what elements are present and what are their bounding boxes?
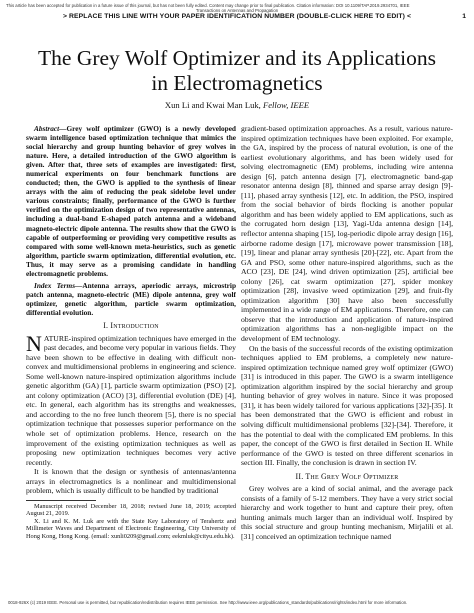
abstract <box>26 124 236 278</box>
title-line-2: in Electromagnetics <box>151 71 323 95</box>
intro-paragraph-continued: gradient-based optimization approaches. As a result, various nature-inspired optimization techniques have been exploited. For example, the GA, inspired by the process of natural evolution, is one of the earliest evolutionary algorithms, and has been widely used for solving electromagnetic (EM) problems, including wire antenna design [6], patch antenna design [7], electromagnetic band-gap resonator antenna design [8], thinned and sparse array design [9]-[11], phased array synthesis [12], etc. In addition, the PSO, inspired from the social behavior of birds flocking is another popular algorithm and has been widely applied to EM applications, such as the corrugated horn design [13], Yagi-Uda antenna design [14], reflector antenna shaping [15], log-periodic dipole array design [16], airborne radome design [17], microwave power transmission [18], [19], linear and planar array synthesis [20]-[22], etc. Apart from the GA and PSO, some other nature-inspired algorithms, such as the ACO [23], DE [24], wind driven optimization [25], artificial bee colony [26], cat swarm optimization [27], spider monkey optimization [28], invasive weed optimization [29], and fruit-fly optimization algorithm [30] have also been successfully implemented in a wide range of EM applications. Therefore, one can observe that the introduction and application of nature-inspired optimization algorithms has a non-negligible impact on the development of EM technology. <box>241 124 453 344</box>
abstract-label: Abstract <box>34 124 60 133</box>
gwo-paragraph-1: Grey wolves are a kind of social animal, and the average pack consists of a family of 5-12 members. They have a very strict social hierarchy and work together to hunt and capture their prey, often hunting animals much larger than an individual wolf. Inspired by this social structure and group hunting mechanism, Mirjalili et al. [31] conceived an optimization technique named <box>241 484 453 541</box>
author-names: Xun Li and Kwai Man Luk, <box>164 100 261 110</box>
paper-title <box>0 46 474 96</box>
right-column <box>241 124 453 542</box>
copyright-footer: 0018-926X (c) 2019 IEEE. Personal use is permitted, but republication/redistribution requires IEEE permission. See http://www.ieee.org/publications_standards/publications/rights/index.html for more information. <box>8 600 408 605</box>
index-terms-label: Index Terms <box>34 280 76 290</box>
intro-paragraph-1 <box>26 330 236 468</box>
banner-line-2: Transactions on Antennas and Propagation <box>195 8 279 14</box>
section-heading-introduction: I. Introduction <box>103 320 159 330</box>
intro-paragraph-3: On the basis of the successful records of the existing optimization techniques applied to EM problems, a completely new nature-inspired optimization technique named grey wolf optimizer (GWO) [31] is introduced in this paper. The GWO is a swarm intelligence optimization algorithm inspired by the social hierarchy and group hunting behavior of grey wolves in nature. Since it was proposed [31], it has been widely tailored for various applications [32]-[35]. It has been demonstrated that the GWO is efficient and robust in solving difficult multidimensional problems [32]-[34]. Therefore, it has the potential to deal with the complicated EM problems. In this paper, the concept of the GWO is first detailed in Section II. While performance of the GWO is tested on three different scenarios in section III. Finally, the conclusion is drawn in section IV. <box>241 343 453 468</box>
banner-line-1: This article has been accepted for publication in a future issue of this journal, but has not been fully edited. Content may change prior to final publication. Citation information: DOI 10.1109/TAP.2019.2934701, IEEE <box>6 3 410 8</box>
drop-cap: N <box>26 330 42 356</box>
left-column <box>26 124 236 540</box>
author-fellow: Fellow, IEEE <box>262 100 310 110</box>
footnote-divider <box>26 500 96 501</box>
author-line <box>0 100 474 110</box>
intro-paragraph-1-text: ATURE-inspired optimization techniques have emerged in the past decades, and become very popular in various fields. They have been shown to be effective in dealing with difficult non-convex and multidimensional problems in engineering and science. Some well-known nature-inspired optimization algorithms include genetic algorithm (GA) [1], particle swarm optimization (PSO) [2], ant colony optimization (ACO) [3], differential evolution (DE) [4], etc. In general, each algorithm has its strengths and weaknesses, and according to the no free lunch theorem [5], there is no special optimization technique that possesses superior performance on the whole set of optimization problems. Hence, research on the improvement of the existing optimization techniques as well as proposing new optimization techniques becomes very active recently. <box>26 333 236 467</box>
footnote-affiliation: X. Li and K. M. Luk are with the State Key Laboratory of Terahertz and Millimeter Waves and Department of Electronic Engineering, City University of Hong Kong, Hong Kong. (email: xunli0209@gmail.com; eekmluk@cityu.edu.hk). <box>26 517 236 540</box>
section-heading-gwo: II. The Grey Wolf Optimizer <box>295 471 399 481</box>
index-terms <box>26 281 236 317</box>
page-number: 1 <box>462 13 466 20</box>
index-terms-text: —Antenna arrays, aperiodic arrays, microstrip patch antenna, magneto-electric (ME) dipole antenna, grey wolf optimizer, genetic algorithm, particle swarm optimization, differential evolution. <box>26 280 236 317</box>
footnote-manuscript: Manuscript received December 18, 2018; revised June 18, 2019; accepted August 21, 2019. <box>26 502 236 518</box>
intro-paragraph-2: It is known that the design or synthesis of antennas/antenna arrays in electromagnetics is a nonlinear and multidimensional problem, which is usually difficult to be handled by traditional <box>26 467 236 496</box>
title-line-1: The Grey Wolf Optimizer and its Applications <box>38 46 436 70</box>
abstract-text: —Grey wolf optimizer (GWO) is a newly developed swarm intelligence based optimization technique that mimics the social hierarchy and group hunting behavior of grey wolves in nature. Here, a detailed introduction of the GWO algorithm is given. After that, three sets of examples are investigated: first, numerical experiments on four benchmark functions are conducted; then, the GWO is applied to the synthesis of linear arrays with the aim of reducing the peak sidelobe level under various constraints; finally, performance of the GWO is further verified on the optimization design of two representative antennas, including a dual-band E-shaped patch antenna and a wideband magneto-electric dipole antenna. The results show that the GWO is capable of outperforming or providing very competitive results as compared with some well-known meta-heuristics, such as genetic algorithm, particle swarm optimization, differential evolution, etc. Thus, it may serve as a promising candidate in handling electromagnetic problems. <box>26 124 236 278</box>
paper-id-placeholder[interactable]: > REPLACE THIS LINE WITH YOUR PAPER IDENTIFICATION NUMBER (DOUBLE-CLICK HERE TO EDIT) < <box>62 13 412 20</box>
